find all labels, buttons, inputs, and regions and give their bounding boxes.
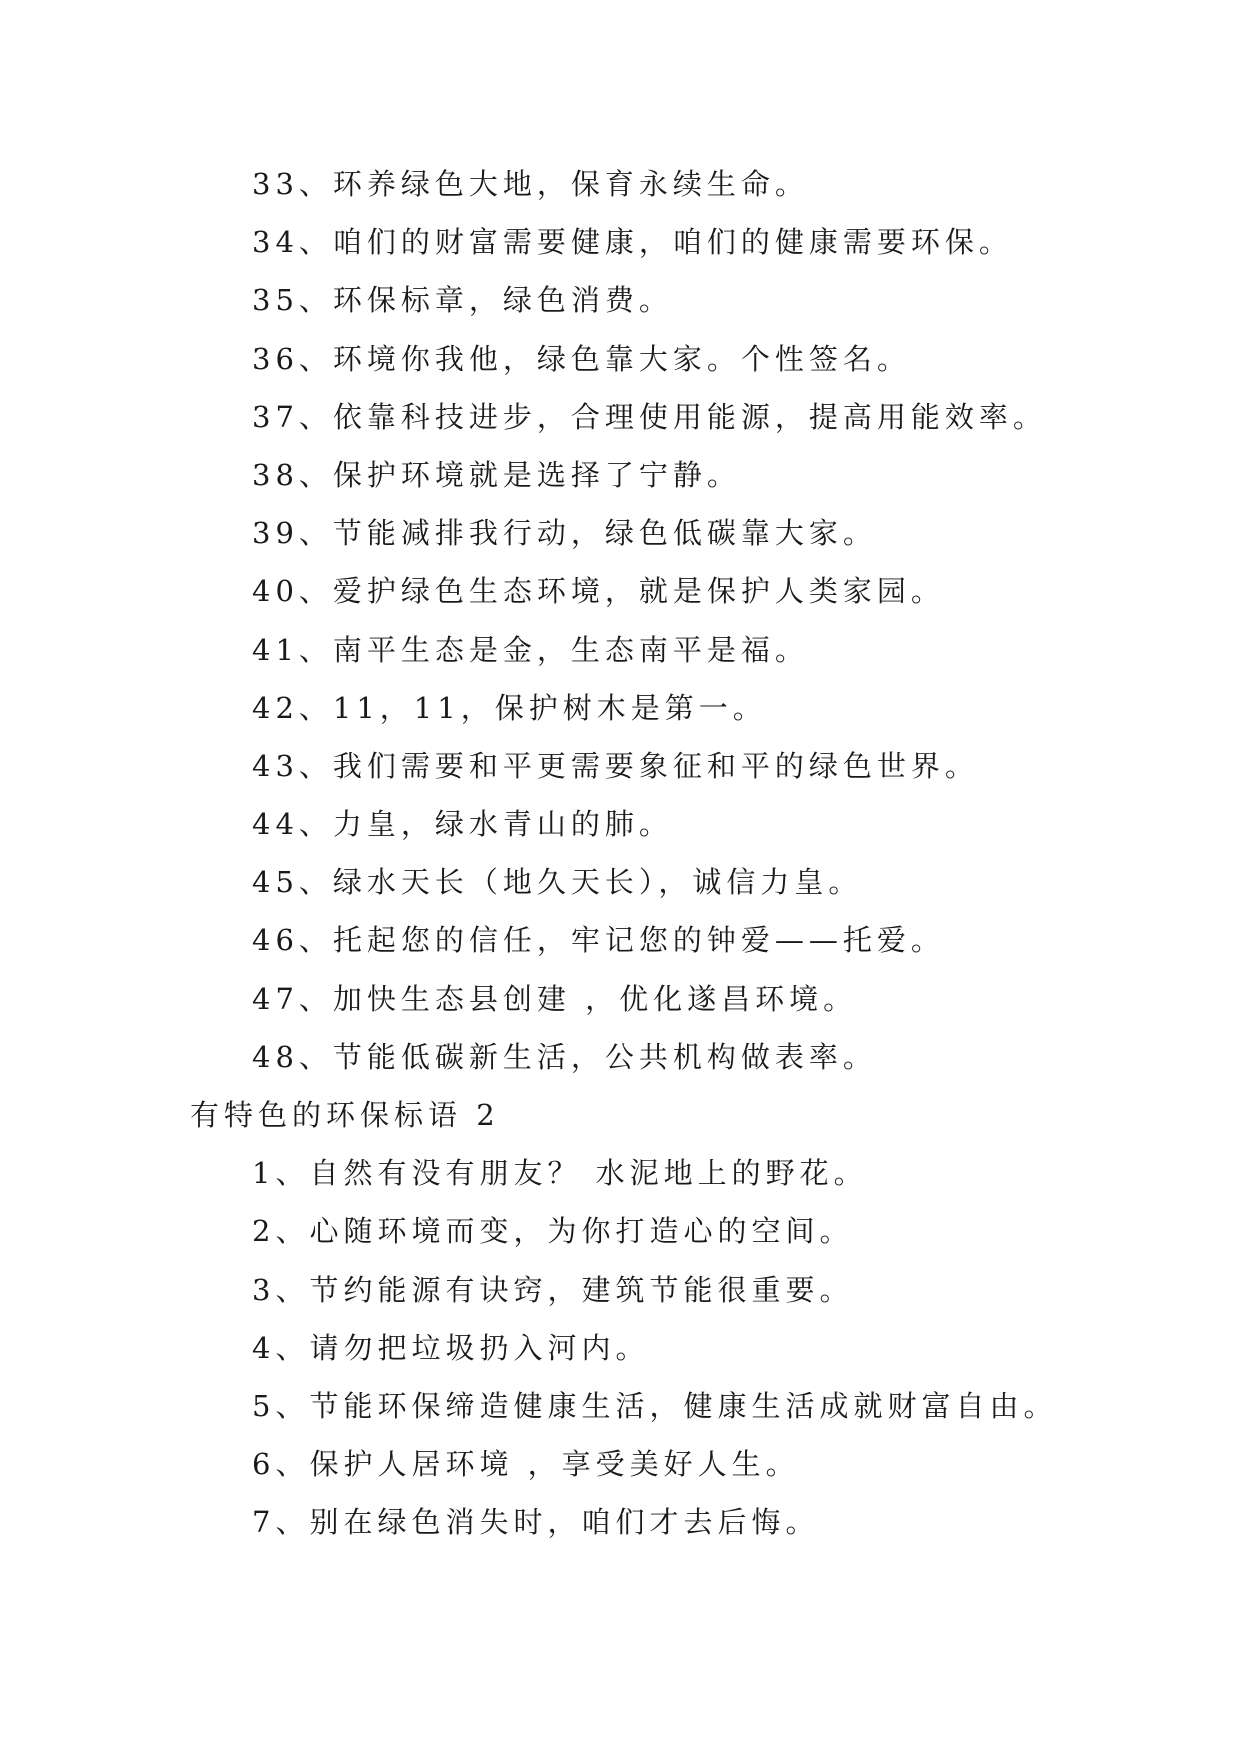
document-body	[0, 155, 1241, 1552]
list-item: 6、保护人居环境 ，享受美好人生。	[252, 1447, 800, 1482]
list-item: 47、加快生态县创建 ，优化遂昌环境。	[252, 981, 858, 1016]
list-item: 7、别在绿色消失时，咱们才去后悔。	[252, 1505, 820, 1540]
list-item: 1、自然有没有朋友？ 水泥地上的野花。	[252, 1156, 868, 1191]
list-item: 40、爱护绿色生态环境，就是保护人类家园。	[252, 574, 945, 609]
list-item: 2、心随环境而变，为你打造心的空间。	[252, 1214, 854, 1249]
list-item: 4、请勿把垃圾扔入河内。	[252, 1330, 650, 1365]
list-item: 39、节能减排我行动，绿色低碳靠大家。	[252, 516, 877, 551]
list-item: 33、环养绿色大地，保育永续生命。	[252, 167, 809, 201]
section-heading: 有特色的环保标语 2	[190, 1098, 500, 1132]
list-item: 43、我们需要和平更需要象征和平的绿色世界。	[252, 748, 979, 783]
list-item: 44、力皇，绿水青山的肺。	[252, 807, 673, 842]
list-item: 5、节能环保缔造健康生活，健康生活成就财富自由。	[252, 1388, 1058, 1423]
list-item: 41、南平生态是金，生态南平是福。	[252, 632, 809, 667]
list-item: 48、节能低碳新生活，公共机构做表率。	[252, 1039, 877, 1074]
list-item: 35、环保标章，绿色消费。	[252, 283, 673, 318]
list-item: 46、托起您的信任，牢记您的钟爱——托爱。	[252, 923, 945, 958]
list-item: 36、环境你我他，绿色靠大家。个性签名。	[252, 341, 911, 376]
list-item: 38、保护环境就是选择了宁静。	[252, 457, 741, 492]
list-item: 3、节约能源有诀窍，建筑节能很重要。	[252, 1272, 854, 1307]
list-item: 45、绿水天长（地久天长），诚信力皇。	[252, 865, 863, 900]
list-item: 42、11，11，保护树木是第一。	[252, 690, 767, 725]
list-item: 34、咱们的财富需要健康，咱们的健康需要环保。	[252, 225, 1013, 260]
list-item: 37、依靠科技进步，合理使用能源，提高用能效率。	[252, 399, 1047, 434]
